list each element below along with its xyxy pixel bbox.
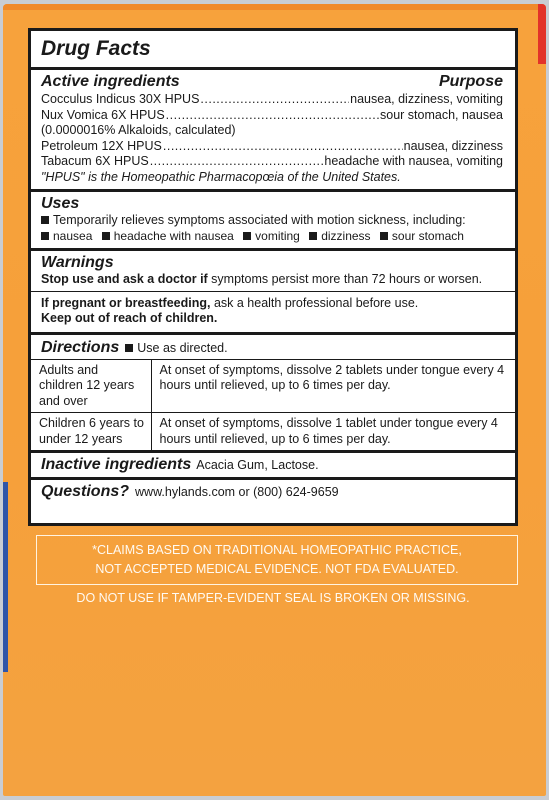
table-row — [31, 359, 515, 413]
drug-facts-panel — [28, 28, 518, 526]
pregnancy-text: ask a health professional before use. — [210, 295, 419, 310]
square-bullet-icon — [309, 232, 317, 240]
purpose-heading: Purpose — [438, 73, 503, 90]
directions-table — [31, 359, 515, 451]
stop-use-bold: Stop use and ask a doctor if — [41, 272, 208, 286]
directions-who: Children 6 years to under 12 years — [31, 413, 151, 451]
square-bullet-icon — [41, 232, 49, 240]
directions-heading: Directions — [41, 338, 120, 356]
list-item — [309, 229, 370, 243]
active-ingredient-row — [41, 139, 503, 155]
directions-how: At onset of symptoms, dissolve 2 tablets under tongue every 4 hours until relieved, up to 6 times per day. — [159, 362, 505, 392]
warnings-section — [31, 248, 515, 291]
stop-use-text: symptoms persist more than 72 hours or worsen. — [207, 272, 483, 286]
uses-intro: Temporarily relieves symptoms associated with motion sickness, including: — [53, 213, 466, 227]
directions-how: At onset of symptoms, dissolve 1 tablet under tongue every 4 hours until relieved, up to 6 times per day. — [151, 413, 515, 451]
table-row — [31, 413, 515, 451]
drug-facts-header — [31, 31, 515, 67]
ingredient-name: Cocculus Indicus 30X HPUS — [41, 92, 200, 106]
use-label: vomiting — [255, 228, 300, 243]
leader-dots — [163, 139, 403, 155]
directions-section — [31, 332, 515, 451]
active-ingredient-row — [41, 108, 503, 124]
active-ingredients-section — [31, 67, 515, 189]
uses-list — [41, 229, 505, 245]
ingredient-name: Tabacum 6X HPUS — [41, 154, 149, 168]
list-item — [380, 229, 464, 243]
square-bullet-icon — [41, 216, 49, 224]
leader-dots — [166, 108, 379, 124]
ingredient-name: Nux Vomica 6X HPUS — [41, 107, 165, 122]
inactive-section — [31, 450, 515, 477]
box-blue-stripe — [3, 482, 8, 672]
directions-header — [31, 339, 515, 359]
box-top-edge — [3, 4, 546, 10]
questions-text: www.hylands.com or (800) 624-9659 — [135, 485, 339, 499]
active-ingredient-row — [41, 92, 503, 108]
use-label: sour stomach — [391, 228, 464, 243]
list-item — [41, 229, 92, 243]
ingredient-purpose: headache with nausea, vomiting — [324, 154, 503, 168]
active-ingredients-heading: Active ingredients — [41, 73, 180, 90]
ingredient-name: Petroleum 12X HPUS — [41, 138, 162, 153]
list-item — [243, 229, 300, 243]
leader-dots — [150, 154, 324, 170]
directions-intro-wrap — [125, 341, 227, 357]
list-item — [102, 229, 234, 243]
inactive-heading: Inactive ingredients — [41, 456, 192, 473]
uses-intro-line — [41, 213, 505, 229]
directions-who: Adults and children 12 years and over — [31, 359, 151, 413]
uses-section — [31, 189, 515, 248]
ingredient-note: (0.0000016% Alkaloids, calculated) — [41, 123, 236, 137]
ingredient-purpose: nausea, dizziness, vomiting — [350, 92, 503, 106]
questions-section — [31, 477, 515, 504]
claims-notice — [36, 535, 518, 585]
claims-line-1: *CLAIMS BASED ON TRADITIONAL HOMEOPATHIC PRACTICE, — [92, 543, 462, 557]
claims-line-2: NOT ACCEPTED MEDICAL EVIDENCE. NOT FDA EVALUATED. — [95, 562, 459, 576]
use-label: headache with nausea — [113, 228, 234, 243]
ingredient-purpose: nausea, dizziness — [403, 138, 503, 153]
square-bullet-icon — [125, 344, 133, 352]
hpus-note: "HPUS" is the Homeopathic Pharmacopœia of the United States. — [41, 169, 401, 184]
inactive-text: Acacia Gum, Lactose. — [196, 458, 319, 472]
pregnancy-section — [31, 291, 515, 332]
pregnancy-bold: If pregnant or breastfeeding, — [41, 295, 211, 310]
square-bullet-icon — [102, 232, 110, 240]
uses-heading: Uses — [41, 195, 80, 212]
square-bullet-icon — [243, 232, 251, 240]
keep-out-line: Keep out of reach of children. — [41, 311, 218, 325]
warnings-heading: Warnings — [41, 254, 114, 271]
square-bullet-icon — [380, 232, 388, 240]
active-ingredient-row — [41, 123, 503, 139]
active-ingredient-row — [41, 154, 503, 170]
ingredient-purpose: sour stomach, nausea — [380, 107, 503, 122]
drug-facts-title: Drug Facts — [41, 37, 151, 60]
box-red-corner — [538, 4, 546, 64]
questions-heading: Questions? — [41, 483, 130, 500]
directions-intro: Use as directed. — [137, 340, 228, 355]
leader-dots — [200, 92, 349, 108]
tamper-seal-notice: DO NOT USE IF TAMPER-EVIDENT SEAL IS BROKEN OR MISSING. — [76, 591, 470, 605]
use-label: nausea — [53, 228, 93, 243]
stop-use-line — [41, 272, 505, 291]
pregnancy-line — [41, 296, 505, 312]
use-label: dizziness — [321, 228, 371, 243]
